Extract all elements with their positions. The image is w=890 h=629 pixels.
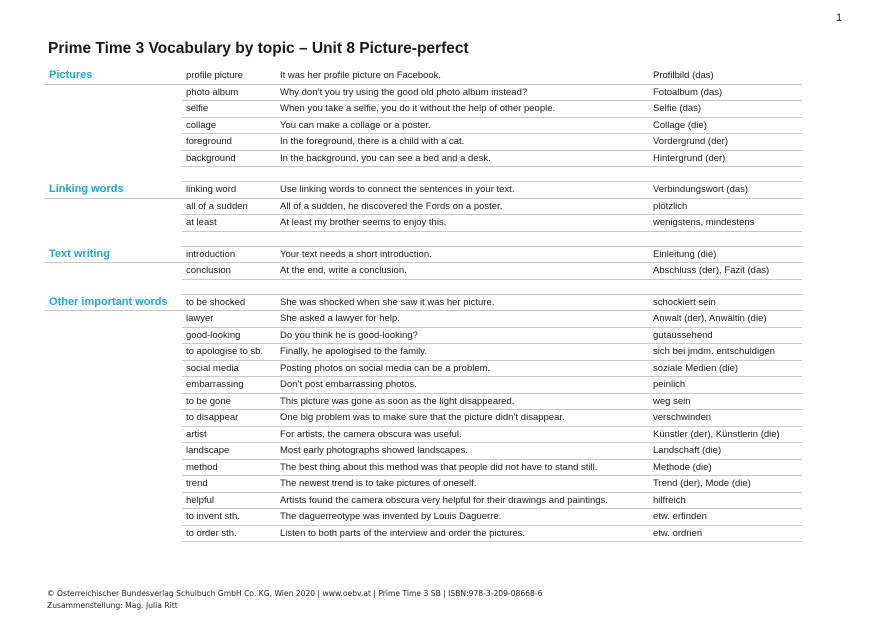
example-sentence: Why don’t you try using the good old photo album instead? <box>276 84 649 101</box>
example-sentence: It was her profile picture on Facebook. <box>276 68 649 84</box>
german-translation: Abschluss (der), Fazit (das) <box>649 263 802 280</box>
example-sentence: Don’t post embarrassing photos. <box>276 377 649 394</box>
example-sentence: This picture was gone as soon as the light disappeared. <box>276 393 649 410</box>
spacer-cell <box>649 167 802 182</box>
vocab-row <box>44 263 802 280</box>
vocab-word: at least <box>182 215 276 232</box>
footer-compiler: Zusammenstellung: Mag. Julia Ritt <box>47 601 178 610</box>
vocab-word: to order sth. <box>182 525 276 542</box>
section-heading-empty <box>44 393 182 410</box>
spacer-cell <box>44 167 182 182</box>
vocab-row <box>44 294 802 311</box>
section-spacer <box>44 167 802 182</box>
section-heading-empty <box>44 101 182 118</box>
section-heading-empty <box>44 215 182 232</box>
example-sentence: The newest trend is to take pictures of oneself. <box>276 476 649 493</box>
vocab-row <box>44 360 802 377</box>
german-translation: Collage (die) <box>649 117 802 134</box>
vocab-row <box>44 410 802 427</box>
vocab-word: method <box>182 459 276 476</box>
section-heading-empty <box>44 525 182 542</box>
section-heading-empty <box>44 509 182 526</box>
vocab-row <box>44 246 802 263</box>
vocab-row <box>44 150 802 167</box>
german-translation: etw. erfinden <box>649 509 802 526</box>
german-translation: Anwalt (der), Anwältin (die) <box>649 311 802 328</box>
spacer-cell <box>44 231 182 246</box>
example-sentence: The daguerreotype was invented by Louis Daguerre. <box>276 509 649 526</box>
section-heading-empty <box>44 459 182 476</box>
section-heading-empty <box>44 476 182 493</box>
vocab-word: collage <box>182 117 276 134</box>
vocab-row <box>44 327 802 344</box>
spacer-cell <box>276 231 649 246</box>
vocab-row <box>44 344 802 361</box>
german-translation: sich bei jmdm. entschuldigen <box>649 344 802 361</box>
german-translation: wenigstens, mindestens <box>649 215 802 232</box>
section-heading-empty <box>44 117 182 134</box>
spacer-cell <box>649 231 802 246</box>
section-heading-empty <box>44 377 182 394</box>
example-sentence: Your text needs a short introduction. <box>276 246 649 263</box>
spacer-cell <box>182 279 276 294</box>
section-heading-empty <box>44 134 182 151</box>
section-spacer <box>44 279 802 294</box>
vocab-word: to be shocked <box>182 294 276 311</box>
section-spacer <box>44 231 802 246</box>
german-translation: Landschaft (die) <box>649 443 802 460</box>
section-heading-empty <box>44 426 182 443</box>
german-translation: Selfie (das) <box>649 101 802 118</box>
german-translation: soziale Medien (die) <box>649 360 802 377</box>
example-sentence: You can make a collage or a poster. <box>276 117 649 134</box>
vocab-word: to invent sth. <box>182 509 276 526</box>
vocab-row <box>44 393 802 410</box>
example-sentence: Most early photographs showed landscapes. <box>276 443 649 460</box>
page-title: Prime Time 3 Vocabulary by topic – Unit 8 Picture-perfect <box>48 40 469 57</box>
german-translation: Profilbild (das) <box>649 68 802 84</box>
vocab-word: photo album <box>182 84 276 101</box>
german-translation: Verbindungswort (das) <box>649 182 802 199</box>
vocab-word: good-looking <box>182 327 276 344</box>
vocab-word: artist <box>182 426 276 443</box>
section-heading-empty <box>44 263 182 280</box>
german-translation: weg sein <box>649 393 802 410</box>
example-sentence: All of a sudden, he discovered the Fords on a poster. <box>276 198 649 215</box>
vocabulary-table <box>44 68 802 542</box>
vocab-row <box>44 134 802 151</box>
section-heading-empty <box>44 84 182 101</box>
vocab-word: all of a sudden <box>182 198 276 215</box>
german-translation: Trend (der), Mode (die) <box>649 476 802 493</box>
example-sentence: When you take a selfie, you do it without the help of other people. <box>276 101 649 118</box>
german-translation: schockiert sein <box>649 294 802 311</box>
vocab-row <box>44 476 802 493</box>
vocab-row <box>44 117 802 134</box>
german-translation: verschwinden <box>649 410 802 427</box>
section-heading-empty <box>44 443 182 460</box>
vocab-word: introduction <box>182 246 276 263</box>
german-translation: peinlich <box>649 377 802 394</box>
section-heading: Text writing <box>44 246 182 263</box>
vocab-word: selfie <box>182 101 276 118</box>
vocab-row <box>44 509 802 526</box>
german-translation: plötzlich <box>649 198 802 215</box>
vocab-row <box>44 84 802 101</box>
vocab-word: lawyer <box>182 311 276 328</box>
spacer-cell <box>276 167 649 182</box>
vocab-row <box>44 101 802 118</box>
example-sentence: She was shocked when she saw it was her picture. <box>276 294 649 311</box>
example-sentence: Use linking words to connect the sentences in your text. <box>276 182 649 199</box>
german-translation: Vordergrund (der) <box>649 134 802 151</box>
footer-copyright: © Österreichischer Bundesverlag Schulbuch GmbH Co. KG, Wien 2020 | www.oebv.at | Prime Time 3 SB | ISBN:978-3-209-08668-6 <box>47 589 543 598</box>
example-sentence: Do you think he is good-looking? <box>276 327 649 344</box>
vocab-word: landscape <box>182 443 276 460</box>
german-translation: Einleitung (die) <box>649 246 802 263</box>
vocab-row <box>44 525 802 542</box>
vocab-row <box>44 215 802 232</box>
spacer-cell <box>649 279 802 294</box>
footer <box>47 588 542 612</box>
page-number: 1 <box>836 12 843 24</box>
example-sentence: For artists, the camera obscura was useful. <box>276 426 649 443</box>
section-heading: Pictures <box>44 68 182 84</box>
section-heading: Linking words <box>44 182 182 199</box>
vocab-word: conclusion <box>182 263 276 280</box>
example-sentence: Artists found the camera obscura very helpful for their drawings and paintings. <box>276 492 649 509</box>
vocab-row <box>44 377 802 394</box>
german-translation: hilfreich <box>649 492 802 509</box>
section-heading-empty <box>44 311 182 328</box>
example-sentence: She asked a lawyer for help. <box>276 311 649 328</box>
vocab-row <box>44 426 802 443</box>
vocab-row <box>44 68 802 84</box>
vocab-word: to be gone <box>182 393 276 410</box>
german-translation: etw. ordnen <box>649 525 802 542</box>
vocab-row <box>44 198 802 215</box>
spacer-cell <box>44 279 182 294</box>
german-translation: Künstler (der), Künstlerin (die) <box>649 426 802 443</box>
vocab-row <box>44 443 802 460</box>
section-heading-empty <box>44 360 182 377</box>
example-sentence: Posting photos on social media can be a problem. <box>276 360 649 377</box>
spacer-cell <box>182 167 276 182</box>
example-sentence: At least my brother seems to enjoy this. <box>276 215 649 232</box>
vocab-word: foreground <box>182 134 276 151</box>
vocab-word: trend <box>182 476 276 493</box>
section-heading-empty <box>44 198 182 215</box>
german-translation: Fotoalbum (das) <box>649 84 802 101</box>
example-sentence: Finally, he apologised to the family. <box>276 344 649 361</box>
vocab-word: to disappear <box>182 410 276 427</box>
example-sentence: The best thing about this method was that people did not have to stand still. <box>276 459 649 476</box>
example-sentence: At the end, write a conclusion. <box>276 263 649 280</box>
vocab-row <box>44 459 802 476</box>
vocab-row <box>44 492 802 509</box>
german-translation: gutaussehend <box>649 327 802 344</box>
vocab-row <box>44 182 802 199</box>
example-sentence: In the background, you can see a bed and a desk. <box>276 150 649 167</box>
vocab-word: embarrassing <box>182 377 276 394</box>
vocab-row <box>44 311 802 328</box>
vocab-word: linking word <box>182 182 276 199</box>
section-heading-empty <box>44 327 182 344</box>
section-heading-empty <box>44 410 182 427</box>
vocab-word: profile picture <box>182 68 276 84</box>
vocabulary-table-body <box>44 68 802 542</box>
german-translation: Methode (die) <box>649 459 802 476</box>
vocab-word: helpful <box>182 492 276 509</box>
example-sentence: Listen to both parts of the interview and order the pictures. <box>276 525 649 542</box>
section-heading-empty <box>44 344 182 361</box>
section-heading: Other important words <box>44 294 182 311</box>
example-sentence: One big problem was to make sure that the picture didn’t disappear. <box>276 410 649 427</box>
vocab-word: background <box>182 150 276 167</box>
section-heading-empty <box>44 150 182 167</box>
german-translation: Hintergrund (der) <box>649 150 802 167</box>
vocab-word: social media <box>182 360 276 377</box>
spacer-cell <box>276 279 649 294</box>
vocab-word: to apologise to sb. <box>182 344 276 361</box>
section-heading-empty <box>44 492 182 509</box>
example-sentence: In the foreground, there is a child with a cat. <box>276 134 649 151</box>
spacer-cell <box>182 231 276 246</box>
